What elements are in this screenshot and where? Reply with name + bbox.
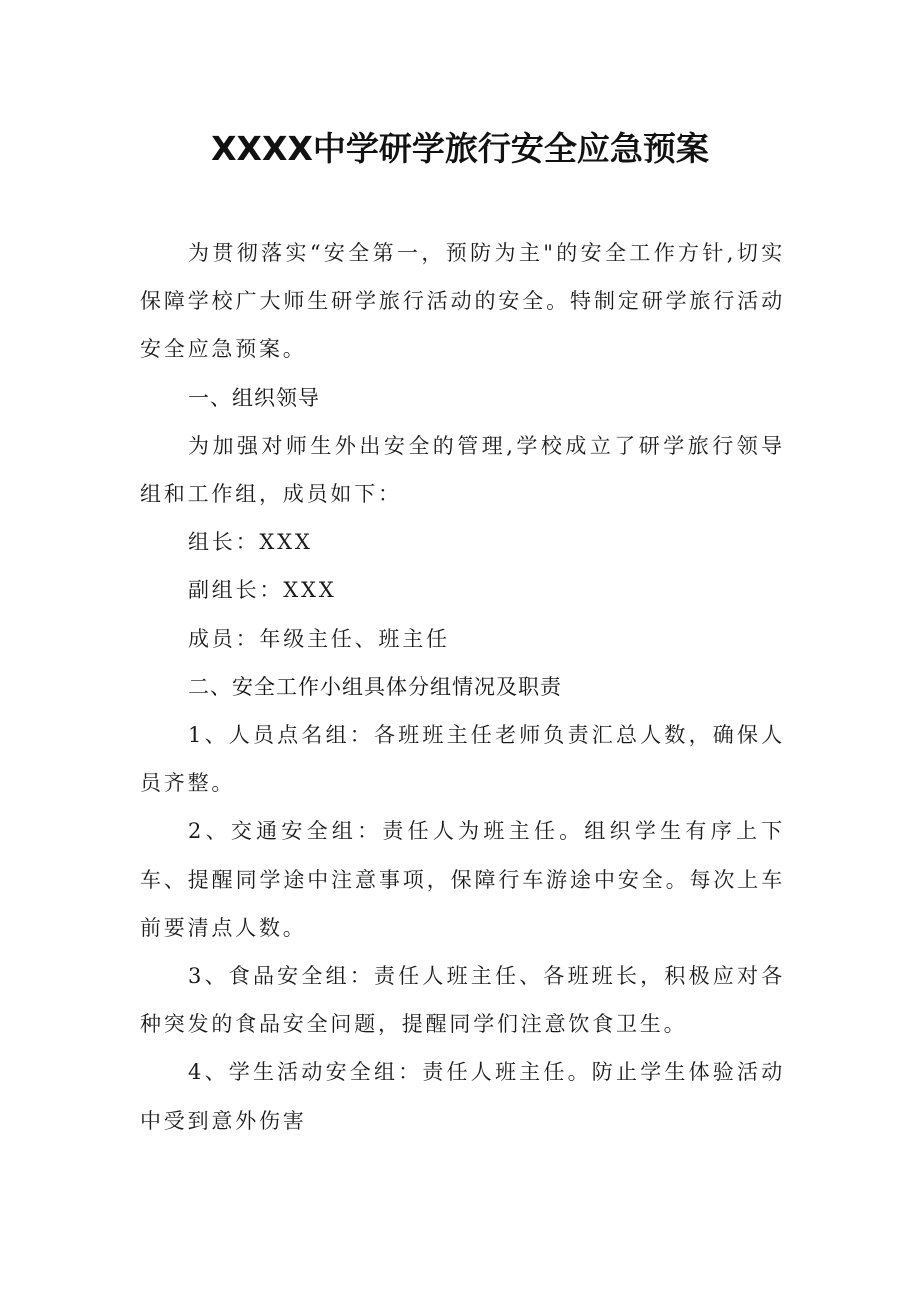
group-food-paragraph: 3、食品安全组：责任人班主任、各班班长，积极应对各种突发的食品安全问题，提醒同学们注意饮食卫生。	[140, 964, 785, 1037]
group-activity-paragraph: 4、学生活动安全组：责任人班主任。防止学生体验活动中受到意外伤害	[140, 1060, 785, 1133]
document-body	[140, 229, 785, 1145]
organization-paragraph: 为加强对师生外出安全的管理,学校成立了研学旅行领导组和工作组，成员如下：	[140, 433, 785, 507]
members-line: 成员：年级主任、班主任	[188, 626, 450, 651]
leader-line: 组长：XXX	[188, 530, 313, 555]
group-roll-call-paragraph: 1、人员点名组：各班班主任老师负责汇总人数，确保人员齐整。	[140, 723, 785, 796]
section-heading-groups: 二、安全工作小组具体分组情况及职责	[188, 674, 562, 699]
document-title: XXXX中学研学旅行安全应急预案	[211, 129, 709, 168]
section-heading-organization: 一、组织领导	[188, 385, 320, 410]
intro-paragraph: 为贯彻落实“安全第一，预防为主"的安全工作方针,切实保障学校广大师生研学旅行活动的安全。特制定研学旅行活动安全应急预案。	[140, 241, 785, 362]
deputy-leader-line: 副组长：XXX	[188, 578, 337, 603]
group-traffic-paragraph: 2、交通安全组：责任人为班主任。组织学生有序上下车、提醒同学途中注意事项，保障行车游途中安全。每次上车前要清点人数。	[140, 819, 785, 940]
